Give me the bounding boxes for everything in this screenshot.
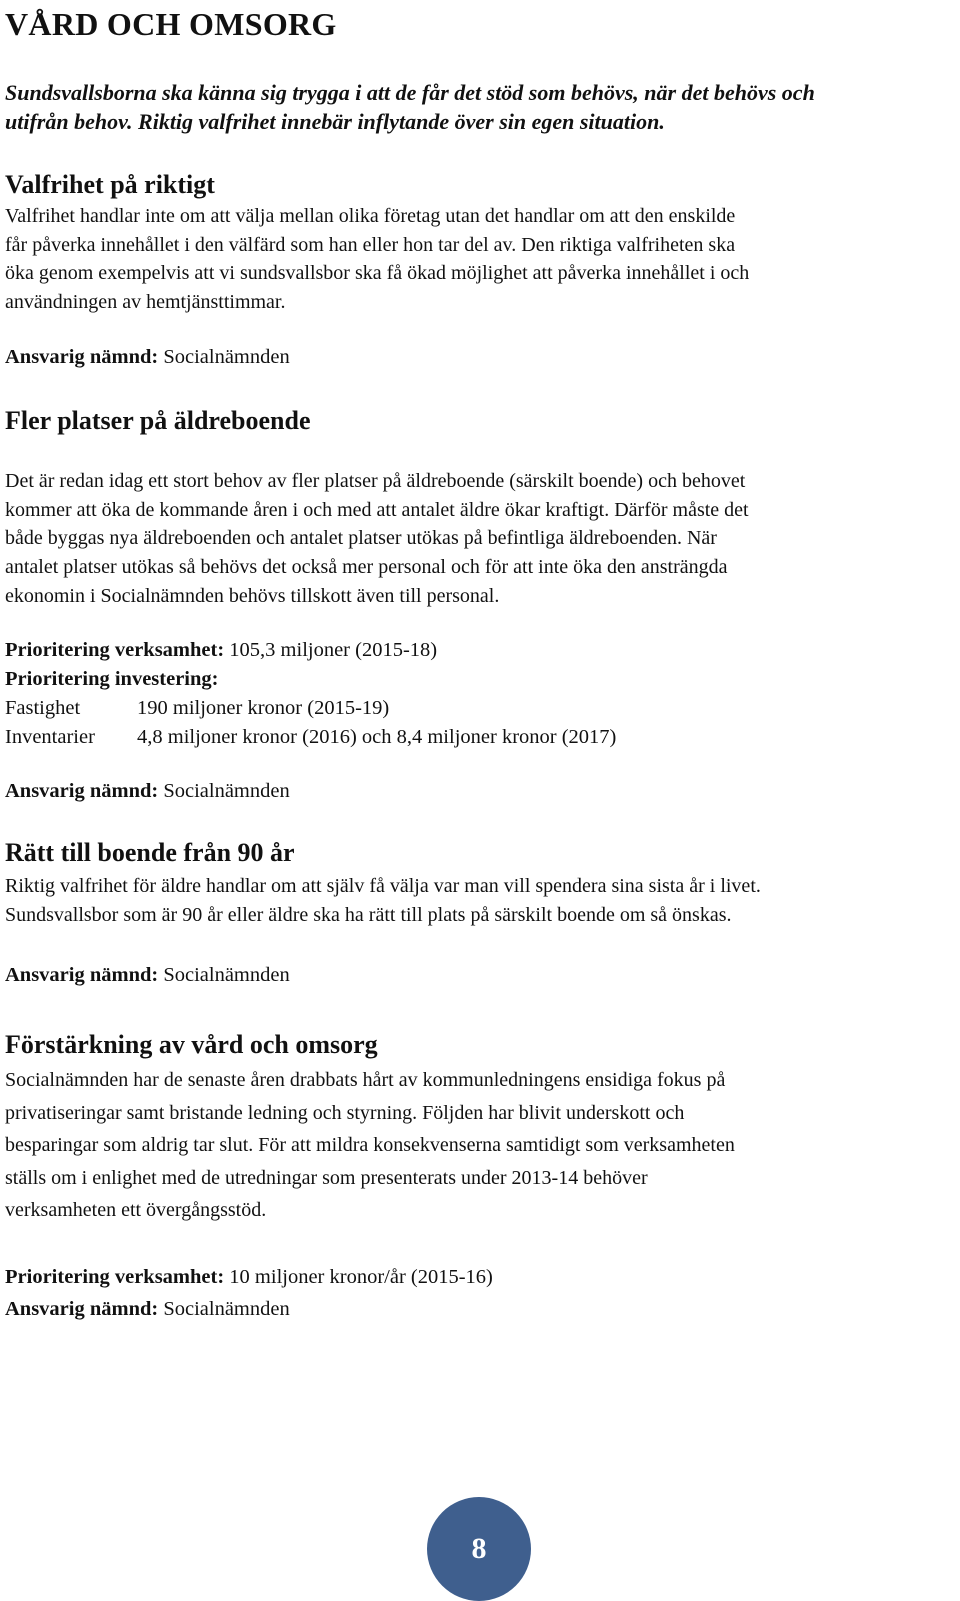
body-line: besparingar som aldrig tar slut. För att mildra konsekvenserna samtidigt som verksamheten [5, 1134, 735, 1157]
intro-text [5, 78, 815, 136]
priority-operations-label: Prioritering verksamhet: [5, 1266, 225, 1288]
responsible-value: Socialnämnden [158, 964, 290, 986]
responsible-committee [5, 343, 290, 372]
investment-value: 4,8 miljoner kronor (2016) och 8,4 miljoner kronor (2017) [137, 726, 617, 748]
responsible-value: Socialnämnden [158, 346, 290, 368]
investment-value: 190 miljoner kronor (2015-19) [137, 697, 390, 719]
section-heading-forstarkning: Förstärkning av vård och omsorg [5, 1030, 378, 1059]
page-title: VÅRD OCH OMSORG [5, 6, 337, 42]
body-line: får påverka innehållet i den välfärd som han eller hon tar del av. Den riktiga valfriheten ska [5, 233, 736, 256]
responsible-value: Socialnämnden [158, 780, 290, 802]
responsible-committee [5, 961, 290, 990]
section-body-forstarkning [5, 1064, 735, 1227]
page-number-badge [427, 1497, 531, 1601]
section-body-aldreboende [5, 467, 749, 611]
body-line: Sundsvallsbor som är 90 år eller äldre ska ha rätt till plats på särskilt boende om så önskas. [5, 903, 732, 926]
priorities-block [5, 636, 616, 752]
body-line: verksamheten ett övergångsstöd. [5, 1199, 267, 1222]
responsible-committee [5, 777, 290, 806]
body-line: både byggas nya äldreboenden och antalet platser utökas på befintliga äldreboenden. När [5, 527, 717, 550]
investment-label: Fastighet [5, 697, 81, 719]
section-body-boende-90 [5, 872, 761, 929]
responsible-label: Ansvarig nämnd: [5, 346, 159, 368]
section-body-valfrihet [5, 202, 749, 317]
body-line: antalet platser utökas så behövs det också mer personal och för att inte öka den ansträngda [5, 556, 728, 579]
body-line: Valfrihet handlar inte om att välja mellan olika företag utan det handlar om att den enskilde [5, 205, 736, 227]
priority-operations-label: Prioritering verksamhet: [5, 639, 225, 661]
section-heading-boende-90: Rätt till boende från 90 år [5, 838, 295, 867]
body-line: kommer att öka de kommande åren i och med att antalet äldre ökar kraftigt. Därför måste det [5, 498, 749, 521]
priorities-block [5, 1261, 493, 1325]
body-line: Socialnämnden har de senaste åren drabbats hårt av kommunledningens ensidiga fokus på [5, 1069, 726, 1091]
priority-operations-value: 10 miljoner kronor/år (2015-16) [224, 1266, 493, 1288]
responsible-label: Ansvarig nämnd: [5, 1298, 159, 1320]
body-line: Riktig valfrihet för äldre handlar om att själv få välja var man vill spendera sina sista år i livet. [5, 875, 761, 897]
intro-line: utifrån behov. Riktig valfrihet innebär inflytande över sin egen situation. [5, 109, 665, 134]
body-line: öka genom exempelvis att vi sundsvallsbor ska få ökad möjlighet att påverka innehållet i och [5, 262, 750, 285]
priority-operations-value: 105,3 miljoner (2015-18) [224, 639, 438, 661]
responsible-value: Socialnämnden [158, 1298, 290, 1320]
priority-investment-label: Prioritering investering: [5, 668, 219, 690]
body-line: användningen av hemtjänsttimmar. [5, 291, 286, 314]
intro-line: Sundsvallsborna ska känna sig trygga i att de får det stöd som behövs, när det behövs och [5, 80, 815, 105]
investment-label: Inventarier [5, 726, 95, 748]
body-line: privatiseringar samt bristande ledning och styrning. Följden har blivit underskott och [5, 1101, 685, 1124]
section-heading-aldreboende: Fler platser på äldreboende [5, 406, 311, 435]
page-number: 8 [471, 1532, 487, 1565]
body-line: ekonomin i Socialnämnden behövs tillskott även till personal. [5, 584, 500, 607]
responsible-label: Ansvarig nämnd: [5, 964, 159, 986]
body-line: Det är redan idag ett stort behov av fler platser på äldreboende (särskilt boende) och behovet [5, 470, 746, 492]
body-line: ställs om i enlighet med de utredningar som presenterats under 2013-14 behöver [5, 1166, 648, 1189]
responsible-label: Ansvarig nämnd: [5, 780, 159, 802]
section-heading-valfrihet: Valfrihet på riktigt [5, 170, 215, 199]
